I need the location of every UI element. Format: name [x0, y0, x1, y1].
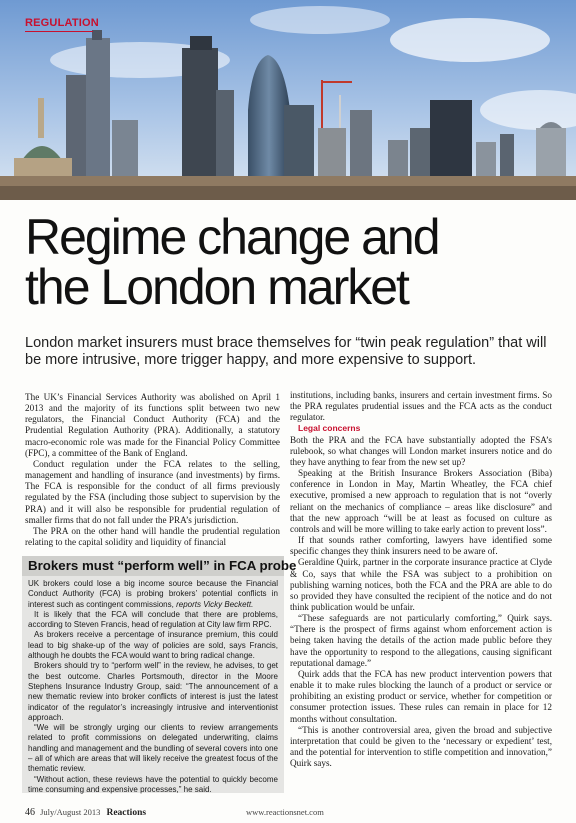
- body-column-right: [290, 390, 552, 769]
- sidebar-box-body: [22, 576, 284, 795]
- sidebar-paragraph: It is likely that the FCA will conclude that there are problems, according to Steven Francis, head of regulation at City law firm RPC.: [28, 609, 278, 630]
- sidebar-intro-text: UK brokers could lose a big income source because the Financial Conduct Authority (FCA) is probing brokers’ potential conflicts in interest such as contingent commissions,: [28, 579, 278, 609]
- page-folio: [25, 807, 146, 818]
- headline-line-2: the London market: [25, 259, 408, 315]
- sidebar-box-title: Brokers must “perform well” in FCA probe: [22, 556, 284, 576]
- body-paragraph: “This is another controversial area, given the broad and subjective interpretation that could be given to the ‘necessary or expedient’ test, and the potential for intervention to stifle competition and innovation,” Quirk says.: [290, 724, 552, 769]
- section-label: REGULATION: [25, 17, 93, 32]
- body-paragraph: Geraldine Quirk, partner in the corporate insurance practice at Clyde & Co, says that while the FSA was subject to a prohibition on publishing warning notices, both the FCA and the PRA are able to do so provided they have consulted the recipient of the notice and do not think publication would be unfair.: [290, 557, 552, 612]
- sidebar-byline: reports Vicky Beckett.: [176, 599, 254, 609]
- footer-url: www.reactionsnet.com: [246, 807, 324, 817]
- sidebar-paragraph: “We will be strongly urging our clients to review arrangements related to profit commissions on delegated underwriting, claims handling and management and the bundling of several covers into one – all of which are areas that will likely receive the greatest focus of the thematic review.: [28, 723, 278, 774]
- subheading-legal-concerns: Legal concerns: [298, 423, 361, 434]
- body-paragraph: The UK’s Financial Services Authority was abolished on April 1 2013 and the majority of its functions split between two new regulators, the Financial Conduct Authority (FCA) and the Prudential Regulation Authority (PRA). Additionally, a statutory macro-economic role was made for the Financial Policy Committee (FPC), a committee of the Bank of England.: [25, 392, 280, 458]
- sidebar-intro: [28, 579, 278, 610]
- body-paragraph: Speaking at the British Insurance Brokers Association (Biba) conference in London in May, Martin Wheatley, the FCA chief executive, promised a new approach to regulation that is not “overly reliant on the mechanics of compliance – areas like disclosure” and that the new approach “will be at least as focused on culture as controls and will be more willing to take early action to prevent loss”.: [290, 468, 552, 534]
- headline: [25, 209, 565, 315]
- headline-line-1: Regime change and: [25, 209, 439, 265]
- body-paragraph: The PRA on the other hand will handle the prudential regulation relating to the capital solidity and liquidity of financial: [25, 525, 280, 548]
- body-paragraph: Quirk adds that the FCA has new product intervention powers that enable it to make rules blocking the launch of a product or service or prohibiting an existing product or service, whether for competition or consumer protection issues. These rules can remain in place for 12 months without consultation.: [290, 668, 552, 724]
- body-paragraph: “These safeguards are not particularly comforting,” Quirk says. “There is the prospect of firms against whom enforcement action is being taken having the details of the action made public before they have the opportunity to respond to the allegations, causing significant reputational damage.”: [290, 613, 552, 668]
- magazine-name: Reactions: [106, 808, 147, 818]
- sidebar-paragraph: As brokers receive a percentage of insurance premium, this could lead to big shake-up of the way of policies are sold, says Francis, although he doubts the FCA would want to bring radical change.: [28, 630, 278, 661]
- page-number: 46: [25, 807, 35, 818]
- sidebar-box: [22, 556, 297, 794]
- body-paragraph: Conduct regulation under the FCA relates to the selling, management and handling of insurance (and investments) by firms. The FCA is responsible for the conduct of all firms previously regulated by the FSA (including those subject to supervision by the PRA) and it will also be responsible for prudential regulation of smaller firms that do not fall under the PRA’s jurisdiction.: [25, 458, 280, 525]
- body-paragraph: institutions, including banks, insurers and certain investment firms. So the PRA regulates prudential issues and the FCA acts as the conduct regulator.: [290, 390, 552, 423]
- body-paragraph: Both the PRA and the FCA have substantially adopted the FSA’s rulebook, so what changes will London market insurers notice and do they have anything to fear from the new set up?: [290, 434, 552, 467]
- body-column-left: [25, 392, 280, 548]
- body-paragraph: If that sounds rather comforting, lawyers have identified some specific changes they think insurers need to be aware of.: [290, 535, 552, 557]
- sidebar-paragraph: Brokers should try to “perform well” in the review, he advises, to get the best outcome. Charles Portsmouth, director in the Moore Stephens Insurance Industry Group, said: “The announcement of a new thematic review into broker conflicts of interest is just the latest indicator of the regulator’s increasingly intrusive and interventionist approach.: [28, 661, 278, 722]
- sidebar-paragraph: “Without action, these reviews have the potential to quickly become time consuming and expensive processes,” he said.: [28, 774, 278, 794]
- issue-date: July/August 2013: [40, 807, 101, 817]
- standfirst: London market insurers must brace themselves for “twin peak regulation” that will be more intrusive, more trigger happy, and more expensive to support.: [25, 335, 547, 368]
